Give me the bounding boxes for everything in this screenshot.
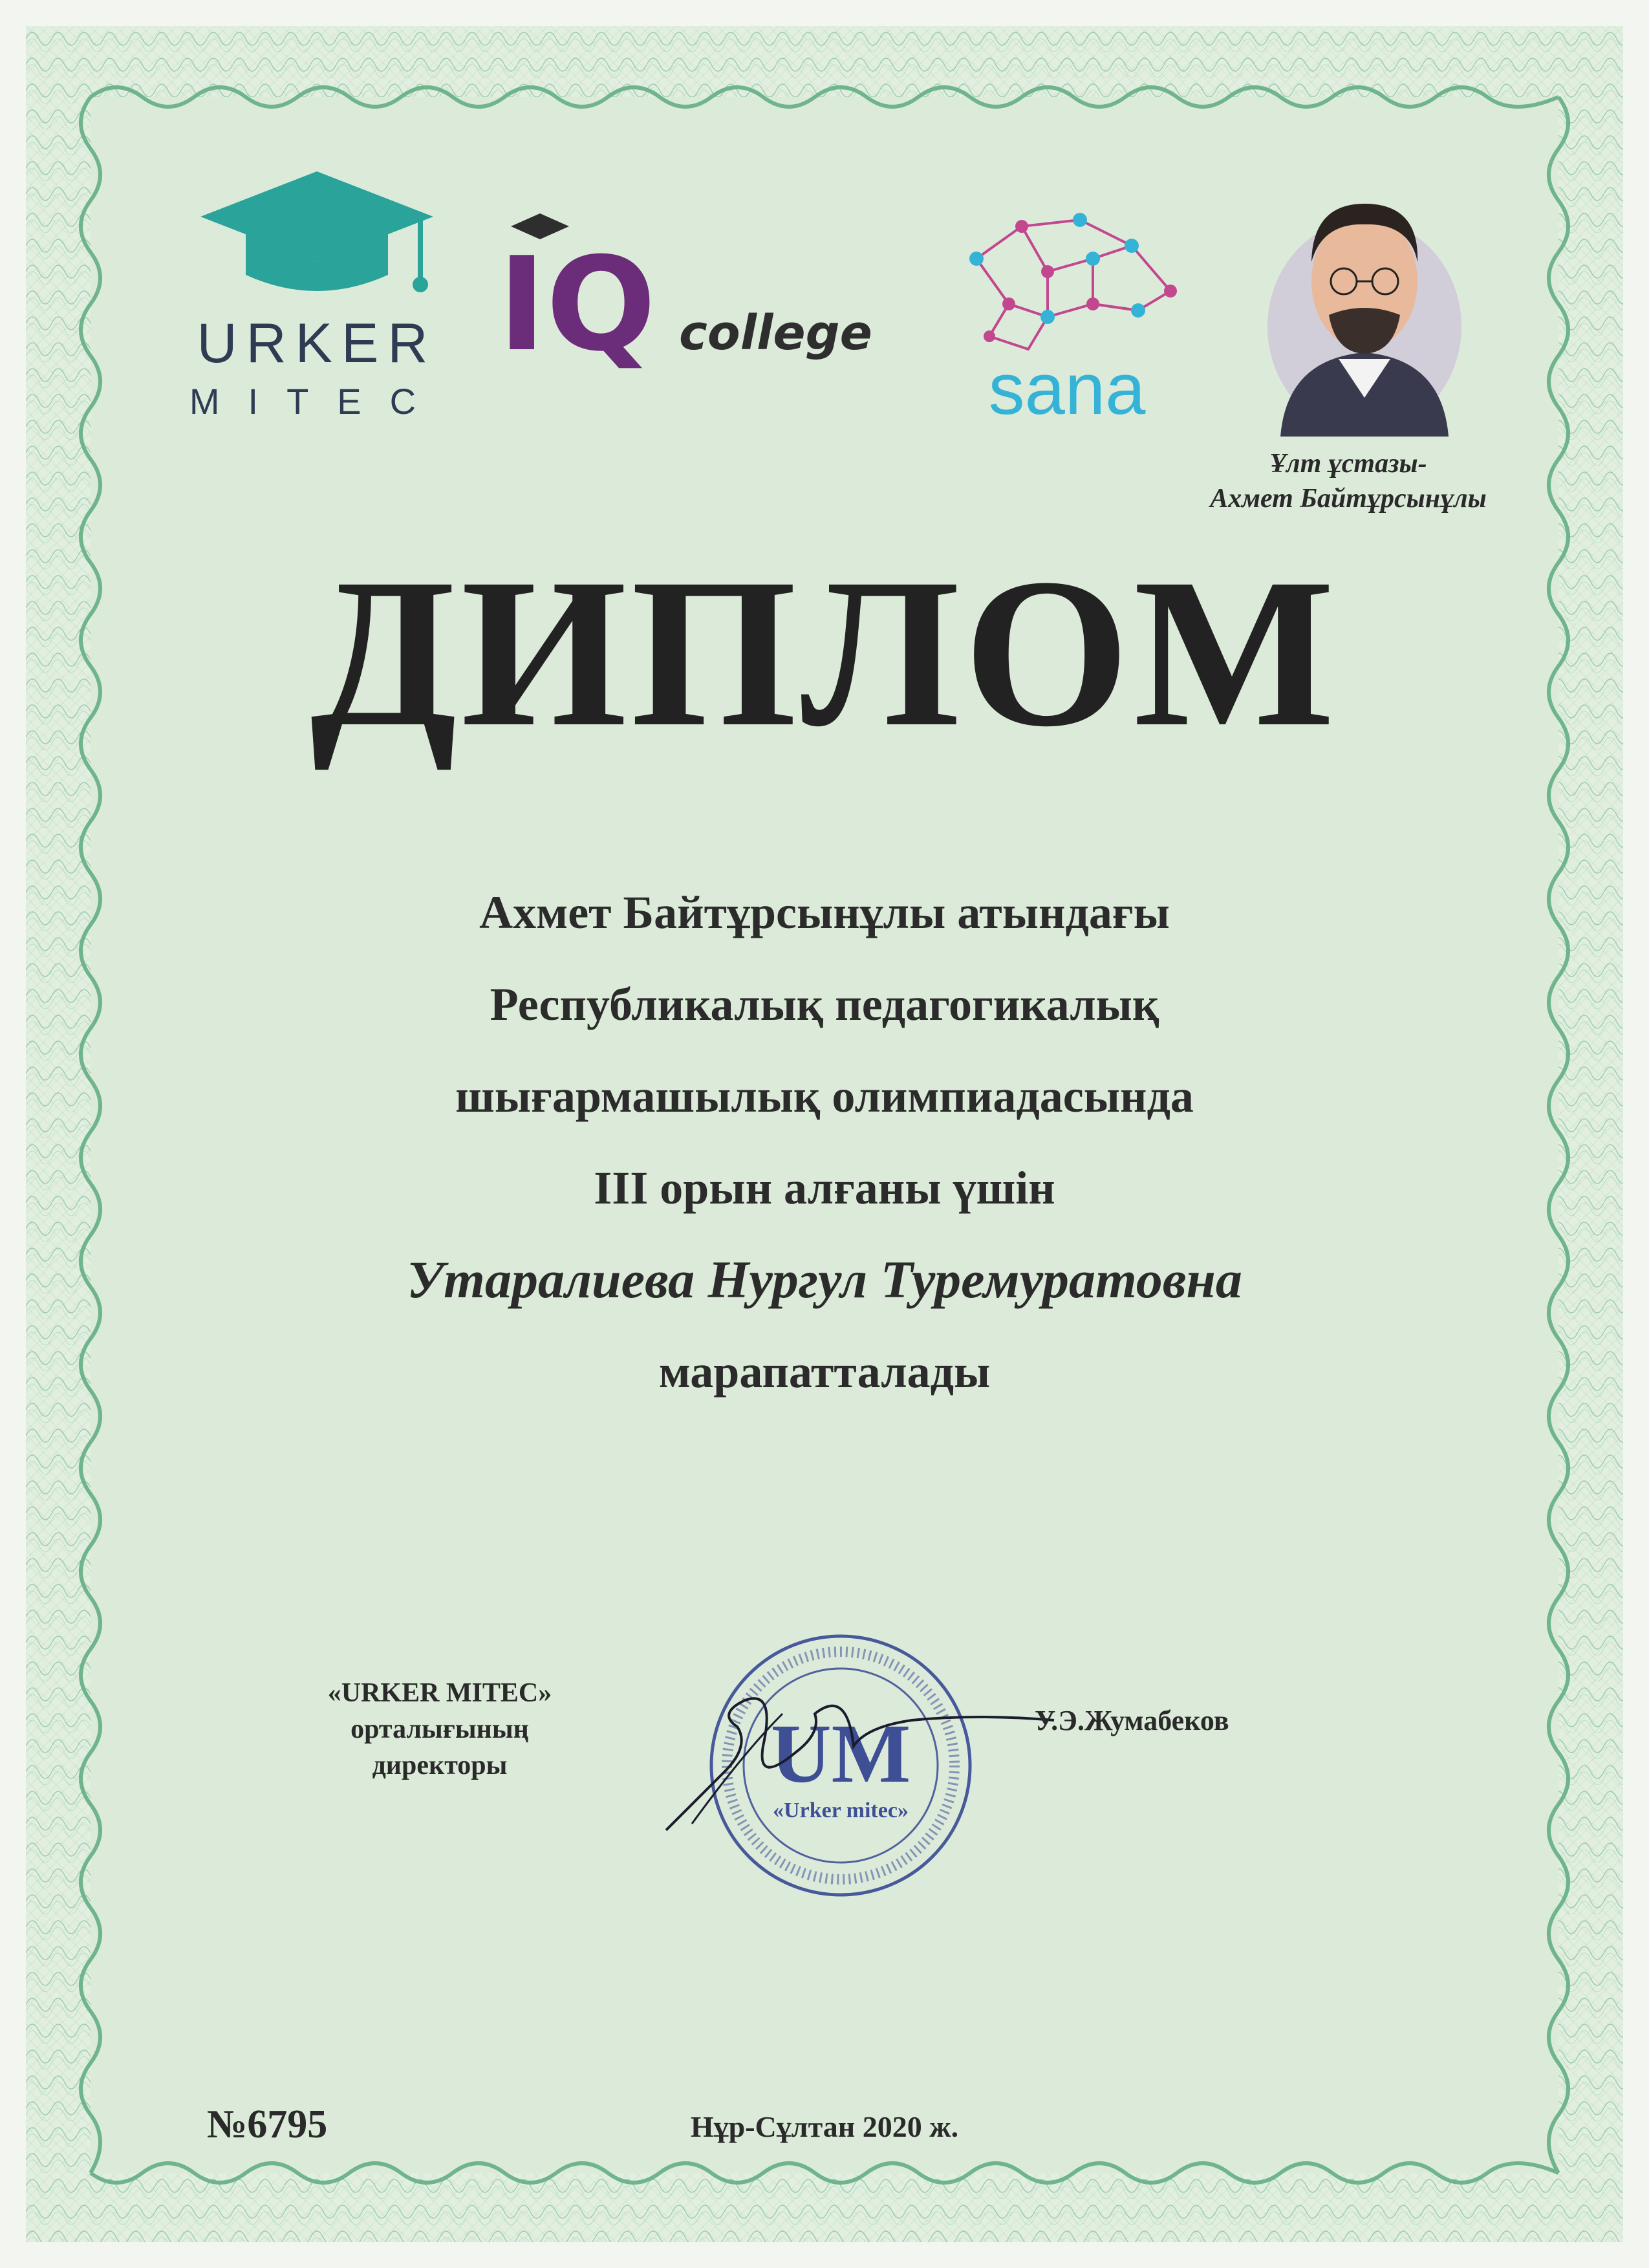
handwritten-signature bbox=[653, 1675, 1067, 1843]
signatory-title bbox=[272, 1675, 608, 1784]
portrait-illustration bbox=[1261, 165, 1468, 437]
recipient-name: Утаралиева Нургул Туремуратовна bbox=[407, 1250, 1242, 1309]
neural-network-icon bbox=[976, 220, 1170, 349]
award-line-5: марапатталады bbox=[658, 1346, 991, 1398]
diploma-number: №6795 bbox=[207, 2102, 328, 2146]
urker-mitec-logo bbox=[162, 165, 472, 437]
org-line-2: орталығының bbox=[350, 1714, 529, 1744]
diploma-title: ДИПЛОМ bbox=[310, 535, 1339, 771]
award-line-1: Ахмет Байтұрсынұлы атындағы bbox=[479, 887, 1170, 938]
graduation-cap-icon bbox=[200, 171, 433, 262]
college-text: college bbox=[679, 305, 872, 361]
iq-letters: IQ bbox=[498, 230, 656, 375]
award-text bbox=[0, 867, 1649, 1418]
urker-text: URKER bbox=[197, 312, 437, 374]
award-line-2: Республикалық педагогикалық bbox=[490, 978, 1159, 1030]
director-name: У.Э.Жумабеков bbox=[1035, 1705, 1229, 1736]
caption-line-2: Ахмет Байтұрсынұлы bbox=[1210, 484, 1487, 513]
sana-logo bbox=[951, 200, 1183, 433]
award-line-4: ІІІ орын алғаны үшін bbox=[594, 1162, 1055, 1214]
org-line-3: директоры bbox=[372, 1751, 508, 1780]
seal-org-name: «Urker mitec» bbox=[773, 1798, 909, 1822]
award-line-3: шығармашылық олимпиадасында bbox=[455, 1070, 1194, 1122]
caption-line-1: Ұлт ұстазы- bbox=[1269, 449, 1427, 479]
city-year: Нұр-Сұлтан 2020 ж. bbox=[690, 2110, 959, 2143]
org-line-1: «URKER MITEC» bbox=[327, 1678, 552, 1708]
seal-monogram: UM bbox=[770, 1707, 911, 1800]
iq-college-logo bbox=[491, 194, 905, 375]
portrait-caption bbox=[1209, 446, 1487, 516]
mitec-text: MITEC bbox=[189, 381, 445, 422]
sana-text: sana bbox=[988, 349, 1146, 429]
